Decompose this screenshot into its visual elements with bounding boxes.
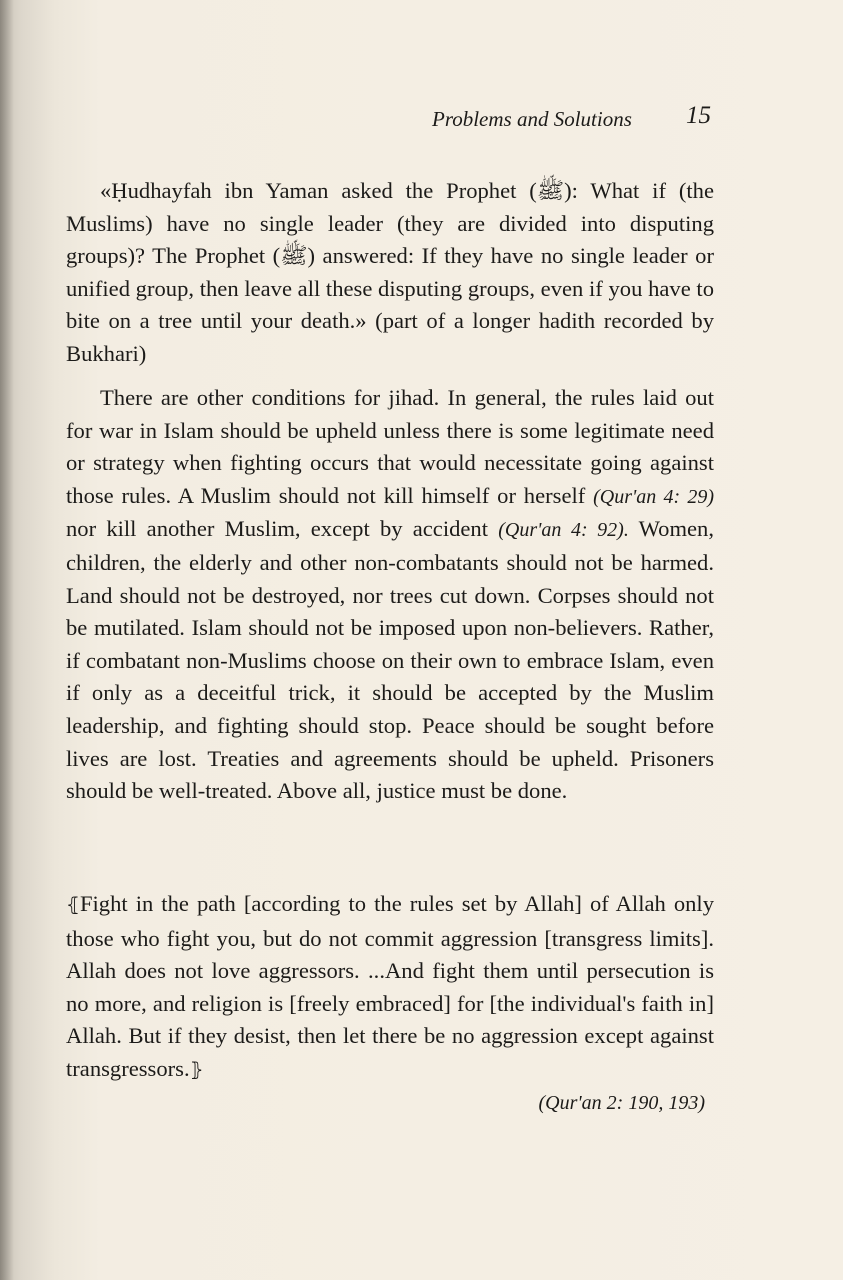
running-head-title: Problems and Solutions [432, 107, 632, 131]
quote-text: Fight in the path [according to the rules set by Allah] of Allah only those who fight you, but do not commit aggression [transgress limits]. Allah does not love aggressors. ...And fight them until persecution is no more, and religion is [freely embraced] for [the individual's faith in] Allah. But if they desist, then let there be no aggression except against transgressors. [66, 891, 714, 1081]
paragraph-text-part3: Women, children, the elderly and other non-combatants should not be harmed. Land should not be destroyed, nor trees cut down. Corpses should not be mutilated. Islam should not be imposed upon non-believers. Rather, if combatant non-Muslims choose on their own to embrace Islam, even if only as a deceitful trick, it should be accepted by the Muslim leadership, and fighting should stop. Peace should be sought before lives are lost. Treaties and agreements should be upheld. Prisoners should be well-treated. Above all, justice must be done. [66, 516, 714, 804]
hadith-paragraph [66, 175, 714, 371]
quote-citation: (Qur'an 2: 190, 193) [538, 1092, 705, 1114]
jihad-conditions-paragraph [66, 382, 714, 808]
gutter-shadow [0, 0, 14, 1280]
quran-quote [66, 888, 714, 1088]
quran-reference-4-29: (Qur'an 4: 29) [593, 485, 714, 508]
hadith-text: «Ḥudhayfah ibn Yaman asked the Prophet (ﷺ): What if (the Muslims) have no single leader (they are divided into disputing groups)? The Prophet (ﷺ) answered: If they have no single leader or unified group, then leave all these disputing groups, even if you have to bite on a tree until your death.» (part of a longer hadith recorded by Bukhari) [66, 178, 715, 366]
page-number: 15 [686, 102, 711, 129]
quote-open-bracket-icon: ⦃ [66, 895, 80, 916]
quran-reference-4-92: (Qur'an 4: 92). [498, 519, 629, 542]
paragraph-text-part2: nor kill another Muslim, except by accident [66, 516, 499, 542]
quote-close-bracket-icon: ⦄ [189, 1059, 204, 1081]
paragraph-text-part1: There are other conditions for jihad. In general, the rules laid out for war in Islam should be upheld unless there is some legitimate need or strategy when fighting occurs that would necessitate going against those rules. A Muslim should not kill himself or herself [66, 385, 714, 508]
